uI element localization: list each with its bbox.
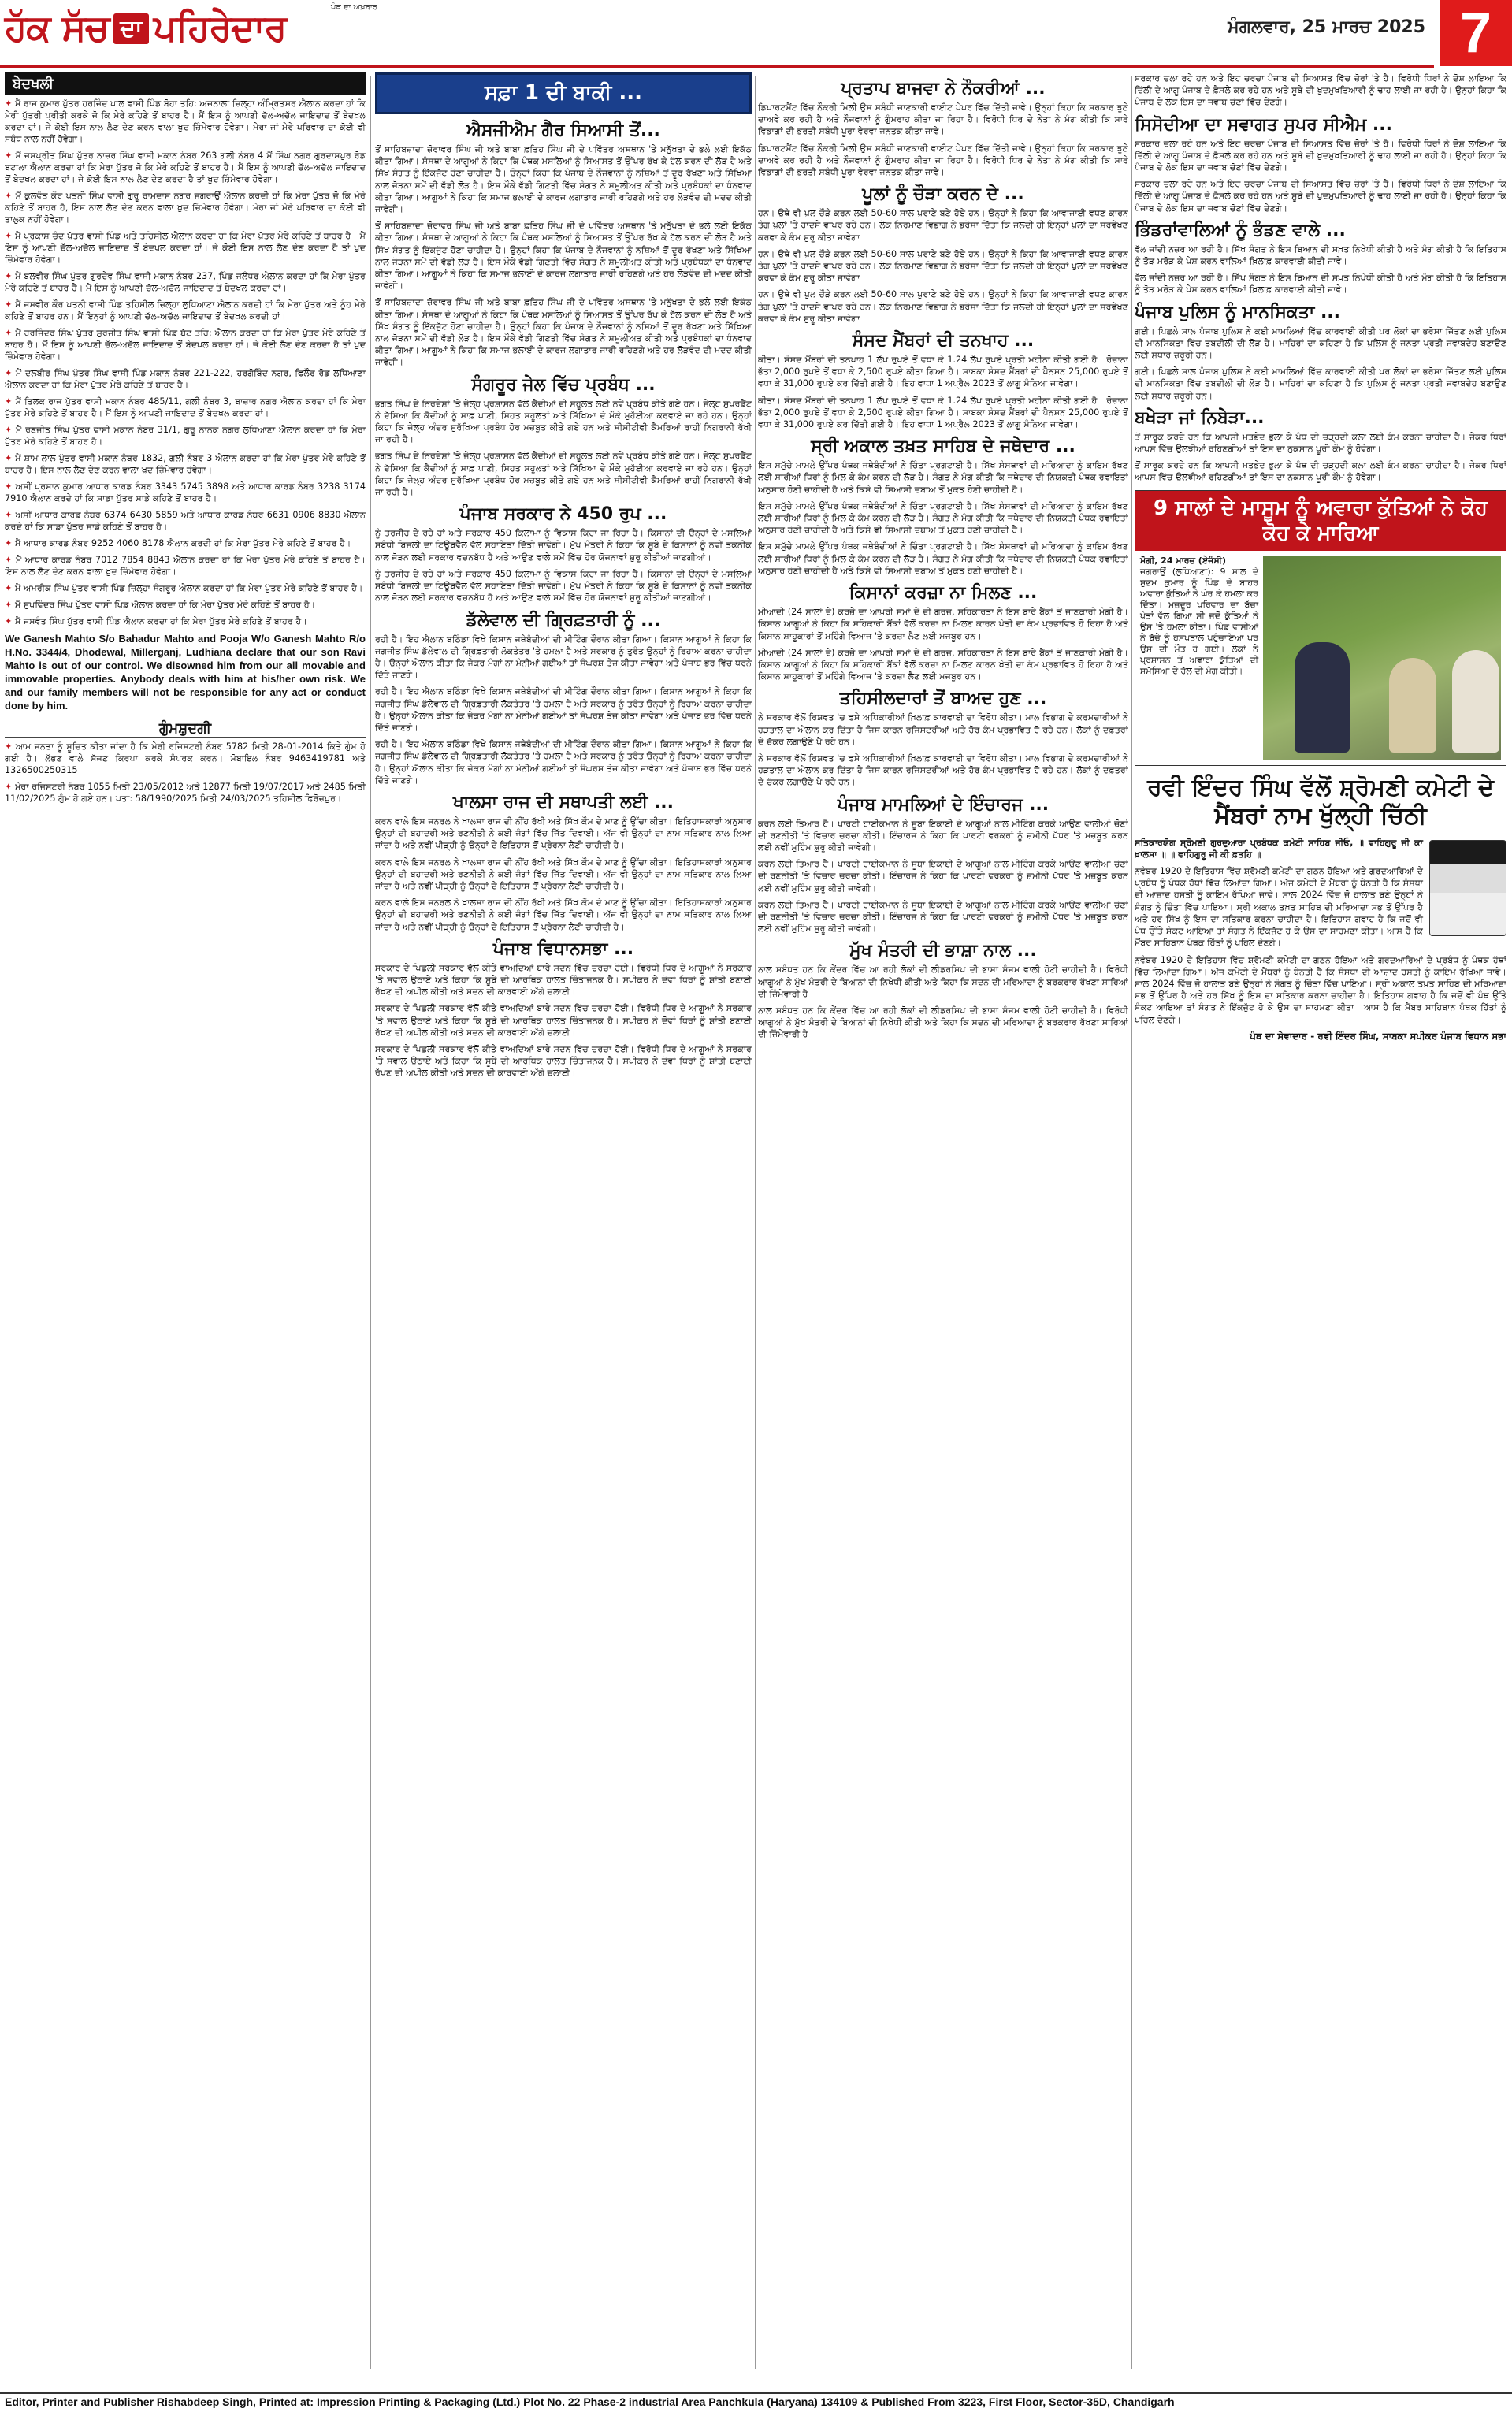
notice-list <box>5 98 366 627</box>
notice-item: ✦ ਮੈਂ ਹਰਜਿੰਦਰ ਸਿੰਘ ਪੁੱਤਰ ਸੁਰਜੀਤ ਸਿੰਘ ਵਾਸੀ ਪਿੰਡ ਬੱਟ ਤਹਿ: ਐਲਾਨ ਕਰਦਾ ਹਾਂ ਕਿ ਮੇਰਾ ਪੁੱਤਰ ਮੇਰੇ ਕਹਿਣੇ ਤੋਂ ਬਾਹਰ ਹੈ। ਮੈਂ ਇਸ ਨੂੰ ਆਪਣੀ ਚੱਲ-ਅਚੱਲ ਜਾਇਦਾਦ ਤੋਂ ਬੇਦਖਲ ਕਰਦਾ ਹਾਂ। ਜੇ ਕੋਈ ਲੈਣ ਦੇਣ ਕਰਦਾ ਹੈ ਤਾਂ ਖੁਦ ਜ਼ਿੰਮੇਵਾਰ ਹੋਵੇਗਾ। <box>5 328 366 362</box>
newspaper-logo[interactable] <box>5 5 286 52</box>
notice-item: ✦ ਮੈਂ ਸ਼ਾਮ ਲਾਲ ਪੁੱਤਰ ਵਾਸੀ ਮਕਾਨ ਨੰਬਰ 1832, ਗਲੀ ਨੰਬਰ 3 ਐਲਾਨ ਕਰਦਾ ਹਾਂ ਕਿ ਮੇਰਾ ਪੁੱਤਰ ਮੇਰੇ ਕਹਿਣੇ ਤੋਂ ਬਾਹਰ ਹੈ। ਇਸ ਨਾਲ ਲੈਣ ਦੇਣ ਕਰਨ ਵਾਲਾ ਖੁਦ ਜ਼ਿੰਮੇਵਾਰ ਹੋਵੇਗਾ। <box>5 453 366 475</box>
page-number: 7 <box>1440 0 1512 66</box>
story-body: ਡਿਪਾਰਟਮੈਂਟ ਵਿੱਚ ਨੌਕਰੀ ਮਿਲੀ ਉਸ ਸਬੰਧੀ ਜਾਣਕਾਰੀ ਵਾਈਟ ਪੇਪਰ ਵਿੱਚ ਦਿੱਤੀ ਜਾਵੇ। ਉਨ੍ਹਾਂ ਕਿਹਾ ਕਿ ਸਰਕਾਰ ਝੂਠੇ ਦਾਅਵੇ ਕਰ ਰਹੀ ਹੈ ਅਤੇ ਨੌਜਵਾਨਾਂ ਨੂੰ ਗੁੰਮਰਾਹ ਕੀਤਾ ਜਾ ਰਿਹਾ ਹੈ। ਵਿਰੋਧੀ ਧਿਰ ਦੇ ਨੇਤਾ ਨੇ ਮੰਗ ਕੀਤੀ ਕਿ ਸਾਰੇ ਵਿਭਾਗਾਂ ਦੀ ਭਰਤੀ ਸਬੰਧੀ ਪੂਰਾ ਵੇਰਵਾ ਜਨਤਕ ਕੀਤਾ ਜਾਵੇ। <box>758 102 1128 137</box>
notice-item: ✦ ਮੈਂ ਜਸਵੀਰ ਕੌਰ ਪਤਨੀ ਵਾਸੀ ਪਿੰਡ ਤਹਿਸੀਲ ਜ਼ਿਲ੍ਹਾ ਲੁਧਿਆਣਾ ਐਲਾਨ ਕਰਦੀ ਹਾਂ ਕਿ ਮੇਰਾ ਪੁੱਤਰ ਅਤੇ ਨੂੰਹ ਮੇਰੇ ਕਹਿਣੇ ਤੋਂ ਬਾਹਰ ਹਨ। ਮੈਂ ਇਨ੍ਹਾਂ ਨੂੰ ਆਪਣੀ ਚੱਲ-ਅਚੱਲ ਜਾਇਦਾਦ ਤੋਂ ਬੇਦਖਲ ਕਰਦੀ ਹਾਂ। <box>5 299 366 321</box>
notice-item: ✦ ਮੈਂ ਕੁਲਵੰਤ ਕੌਰ ਪਤਨੀ ਸਿੰਘ ਵਾਸੀ ਗੁਰੂ ਰਾਮਦਾਸ ਨਗਰ ਜਗਰਾਉਂ ਐਲਾਨ ਕਰਦੀ ਹਾਂ ਕਿ ਮੇਰਾ ਪੁੱਤਰ ਜੋ ਕਿ ਮੇਰੇ ਕਹਿਣੇ ਤੋਂ ਬਾਹਰ ਹੈ, ਇਸ ਨਾਲ ਲੈਣ ਦੇਣ ਕਰਨ ਵਾਲਾ ਖੁਦ ਜ਼ਿੰਮੇਵਾਰ ਹੋਵੇਗਾ। ਮੇਰਾ ਜਾਂ ਮੇਰੇ ਪਰਿਵਾਰ ਦਾ ਕੋਈ ਵੀ ਤਾਲੁਕ ਨਹੀਂ ਹੋਵੇਗਾ। <box>5 191 366 225</box>
notice-item: ✦ ਮੈਂ ਪ੍ਰਕਾਸ਼ ਚੰਦ ਪੁੱਤਰ ਵਾਸੀ ਪਿੰਡ ਅਤੇ ਤਹਿਸੀਲ ਐਲਾਨ ਕਰਦਾ ਹਾਂ ਕਿ ਮੇਰਾ ਪੁੱਤਰ ਮੇਰੇ ਕਹਿਣੇ ਤੋਂ ਬਾਹਰ ਹੈ। ਮੈਂ ਇਸ ਨੂੰ ਆਪਣੀ ਚੱਲ-ਅਚੱਲ ਜਾਇਦਾਦ ਤੋਂ ਬੇਦਖਲ ਕਰਦਾ ਹਾਂ। ਜੇ ਕੋਈ ਇਸ ਨਾਲ ਲੈਣ ਦੇਣ ਕਰਦਾ ਹੈ ਤਾਂ ਖੁਦ ਜ਼ਿੰਮੇਵਾਰ ਹੋਵੇਗਾ। <box>5 231 366 265</box>
person-figure <box>1452 650 1499 753</box>
dog-attack-story <box>1135 490 1506 766</box>
news-column-3 <box>758 72 1128 2373</box>
tagline: ਪੰਥ ਦਾ ਅਖ਼ਬਾਰ <box>331 3 377 12</box>
story-headline[interactable]: ਮੁੱਖ ਮੰਤਰੀ ਦੀ ਭਾਸ਼ਾ ਨਾਲ ... <box>849 941 1037 961</box>
notice-item: ✦ ਮੈਂ ਤਿਲਕ ਰਾਜ ਪੁੱਤਰ ਵਾਸੀ ਮਕਾਨ ਨੰਬਰ 485/11, ਗਲੀ ਨੰਬਰ 3, ਬਾਜ਼ਾਰ ਨਗਰ ਐਲਾਨ ਕਰਦਾ ਹਾਂ ਕਿ ਮੇਰਾ ਪੁੱਤਰ ਮੇਰੇ ਕਹਿਣੇ ਤੋਂ ਬਾਹਰ ਹੈ। ਮੈਂ ਇਸ ਨੂੰ ਆਪਣੀ ਜਾਇਦਾਦ ਤੋਂ ਬੇਦਖਲ ਕਰਦਾ ਹਾਂ। <box>5 396 366 418</box>
column-rule <box>1131 76 1132 2369</box>
news-column-4 <box>1135 72 1506 2373</box>
story-body: ਇਸ ਸਮੁੱਚੇ ਮਾਮਲੇ ਉੱਪਰ ਪੰਥਕ ਜਥੇਬੰਦੀਆਂ ਨੇ ਚਿੰਤਾ ਪ੍ਰਗਟਾਈ ਹੈ। ਸਿੱਖ ਸੰਸਥਾਵਾਂ ਦੀ ਮਰਿਆਦਾ ਨੂੰ ਕਾਇਮ ਰੱਖਣ ਲਈ ਸਾਰੀਆਂ ਧਿਰਾਂ ਨੂੰ ਮਿਲ ਕੇ ਕੰਮ ਕਰਨ ਦੀ ਲੋੜ ਹੈ। ਸੰਗਤ ਨੇ ਮੰਗ ਕੀਤੀ ਕਿ ਜਥੇਦਾਰ ਦੀ ਨਿਯੁਕਤੀ ਪੰਥਕ ਰਵਾਇਤਾਂ ਅਨੁਸਾਰ ਹੋਣੀ ਚਾਹੀਦੀ ਹੈ ਅਤੇ ਕਿਸੇ ਵੀ ਸਿਆਸੀ ਦਬਾਅ ਤੋਂ ਮੁਕਤ ਹੋਣੀ ਚਾਹੀਦੀ ਹੈ। <box>758 541 1128 576</box>
story-body: ਨਾਲ ਸਬੰਧਤ ਹਨ ਕਿ ਕੇਂਦਰ ਵਿੱਚ ਆ ਰਹੀ ਲੋਕਾਂ ਦੀ ਲੀਡਰਸ਼ਿਪ ਦੀ ਭਾਸ਼ਾ ਸੰਜਮ ਵਾਲੀ ਹੋਣੀ ਚਾਹੀਦੀ ਹੈ। ਵਿਰੋਧੀ ਆਗੂਆਂ ਨੇ ਮੁੱਖ ਮੰਤਰੀ ਦੇ ਬਿਆਨਾਂ ਦੀ ਨਿਖੇਧੀ ਕੀਤੀ ਅਤੇ ਕਿਹਾ ਕਿ ਸਦਨ ਦੀ ਮਰਿਆਦਾ ਨੂੰ ਬਰਕਰਾਰ ਰੱਖਣਾ ਸਾਰਿਆਂ ਦੀ ਜ਼ਿੰਮੇਵਾਰੀ ਹੈ। <box>758 964 1128 999</box>
story-body: ਕੀਤਾ। ਸੰਸਦ ਮੈਂਬਰਾਂ ਦੀ ਤਨਖਾਹ 1 ਲੱਖ ਰੁਪਏ ਤੋਂ ਵਧਾ ਕੇ 1.24 ਲੱਖ ਰੁਪਏ ਪ੍ਰਤੀ ਮਹੀਨਾ ਕੀਤੀ ਗਈ ਹੈ। ਰੋਜ਼ਾਨਾ ਭੱਤਾ 2,000 ਰੁਪਏ ਤੋਂ ਵਧਾ ਕੇ 2,500 ਰੁਪਏ ਕੀਤਾ ਗਿਆ ਹੈ। ਸਾਬਕਾ ਸੰਸਦ ਮੈਂਬਰਾਂ ਦੀ ਪੈਨਸ਼ਨ 25,000 ਰੁਪਏ ਤੋਂ ਵਧਾ ਕੇ 31,000 ਰੁਪਏ ਕਰ ਦਿੱਤੀ ਗਈ ਹੈ। ਇਹ ਵਾਧਾ 1 ਅਪ੍ਰੈਲ 2023 ਤੋਂ ਲਾਗੂ ਮੰਨਿਆ ਜਾਵੇਗਾ। <box>758 355 1128 389</box>
story-body: ਰਹੀ ਹੈ। ਇਹ ਐਲਾਨ ਬਠਿੰਡਾ ਵਿਖੇ ਕਿਸਾਨ ਜਥੇਬੰਦੀਆਂ ਦੀ ਮੀਟਿੰਗ ਦੌਰਾਨ ਕੀਤਾ ਗਿਆ। ਕਿਸਾਨ ਆਗੂਆਂ ਨੇ ਕਿਹਾ ਕਿ ਜਗਜੀਤ ਸਿੰਘ ਡੱਲੇਵਾਲ ਦੀ ਗ੍ਰਿਫ਼ਤਾਰੀ ਲੋਕਤੰਤਰ 'ਤੇ ਹਮਲਾ ਹੈ ਅਤੇ ਸਰਕਾਰ ਨੂੰ ਤੁਰੰਤ ਉਨ੍ਹਾਂ ਨੂੰ ਰਿਹਾਅ ਕਰਨਾ ਚਾਹੀਦਾ ਹੈ। ਉਨ੍ਹਾਂ ਐਲਾਨ ਕੀਤਾ ਕਿ ਜੇਕਰ ਮੰਗਾਂ ਨਾ ਮੰਨੀਆਂ ਗਈਆਂ ਤਾਂ ਸੰਘਰਸ਼ ਤੇਜ਼ ਕੀਤਾ ਜਾਵੇਗਾ ਅਤੇ ਪੰਜਾਬ ਭਰ ਵਿੱਚ ਧਰਨੇ ਦਿੱਤੇ ਜਾਣਗੇ। <box>375 634 752 681</box>
story-headline[interactable]: ਬਖੇੜਾ ਜਾਂ ਨਿਬੇੜਾ... <box>1135 407 1265 428</box>
logo-text-3: ਪਹਿਰੇਦਾਰ <box>153 6 287 49</box>
person-figure <box>1295 642 1350 753</box>
story-body: ਨਾਲ ਸਬੰਧਤ ਹਨ ਕਿ ਕੇਂਦਰ ਵਿੱਚ ਆ ਰਹੀ ਲੋਕਾਂ ਦੀ ਲੀਡਰਸ਼ਿਪ ਦੀ ਭਾਸ਼ਾ ਸੰਜਮ ਵਾਲੀ ਹੋਣੀ ਚਾਹੀਦੀ ਹੈ। ਵਿਰੋਧੀ ਆਗੂਆਂ ਨੇ ਮੁੱਖ ਮੰਤਰੀ ਦੇ ਬਿਆਨਾਂ ਦੀ ਨਿਖੇਧੀ ਕੀਤੀ ਅਤੇ ਕਿਹਾ ਕਿ ਸਦਨ ਦੀ ਮਰਿਆਦਾ ਨੂੰ ਬਰਕਰਾਰ ਰੱਖਣਾ ਸਾਰਿਆਂ ਦੀ ਜ਼ਿੰਮੇਵਾਰੀ ਹੈ। <box>758 1005 1128 1040</box>
author-portrait <box>1429 840 1506 936</box>
story-headline[interactable]: ਰਵੀ ਇੰਦਰ ਸਿੰਘ ਵੱਲੋਂ ਸ਼੍ਰੋਮਣੀ ਕਮੇਟੀ ਦੇ ਮੈਂਬਰਾਂ ਨਾਮ ਖੁੱਲ੍ਹੀ ਚਿੱਠੀ <box>1147 773 1494 830</box>
story-body: ਸਰਕਾਰ ਦੇ ਪਿਛਲੀ ਸਰਕਾਰ ਵੱਲੋਂ ਕੀਤੇ ਵਾਅਦਿਆਂ ਬਾਰੇ ਸਦਨ ਵਿੱਚ ਚਰਚਾ ਹੋਈ। ਵਿਰੋਧੀ ਧਿਰ ਦੇ ਆਗੂਆਂ ਨੇ ਸਰਕਾਰ 'ਤੇ ਸਵਾਲ ਉਠਾਏ ਅਤੇ ਕਿਹਾ ਕਿ ਸੂਬੇ ਦੀ ਆਰਥਿਕ ਹਾਲਤ ਚਿੰਤਾਜਨਕ ਹੈ। ਸਪੀਕਰ ਨੇ ਦੋਵਾਂ ਧਿਰਾਂ ਨੂੰ ਸ਼ਾਂਤੀ ਬਣਾਈ ਰੱਖਣ ਦੀ ਅਪੀਲ ਕੀਤੀ ਅਤੇ ਸਦਨ ਦੀ ਕਾਰਵਾਈ ਅੱਗੇ ਚਲਾਈ। <box>375 1043 752 1079</box>
story-body: ਸਰਕਾਰ ਚਲਾ ਰਹੇ ਹਨ ਅਤੇ ਇਹ ਚਰਚਾ ਪੰਜਾਬ ਦੀ ਸਿਆਸਤ ਵਿੱਚ ਜ਼ੋਰਾਂ 'ਤੇ ਹੈ। ਵਿਰੋਧੀ ਧਿਰਾਂ ਨੇ ਦੋਸ਼ ਲਾਇਆ ਕਿ ਦਿੱਲੀ ਦੇ ਆਗੂ ਪੰਜਾਬ ਦੇ ਫ਼ੈਸਲੇ ਕਰ ਰਹੇ ਹਨ ਅਤੇ ਸੂਬੇ ਦੀ ਖੁਦਮੁਖਤਿਆਰੀ ਨੂੰ ਢਾਹ ਲਾਈ ਜਾ ਰਹੀ ਹੈ। ਉਨ੍ਹਾਂ ਕਿਹਾ ਕਿ ਪੰਜਾਬ ਦੇ ਲੋਕ ਇਸ ਦਾ ਜਵਾਬ ਚੋਣਾਂ ਵਿੱਚ ਦੇਣਗੇ। <box>1135 138 1506 173</box>
section-title-disown: ਬੇਦਖਲੀ <box>5 72 366 95</box>
story-body: ਇਸ ਸਮੁੱਚੇ ਮਾਮਲੇ ਉੱਪਰ ਪੰਥਕ ਜਥੇਬੰਦੀਆਂ ਨੇ ਚਿੰਤਾ ਪ੍ਰਗਟਾਈ ਹੈ। ਸਿੱਖ ਸੰਸਥਾਵਾਂ ਦੀ ਮਰਿਆਦਾ ਨੂੰ ਕਾਇਮ ਰੱਖਣ ਲਈ ਸਾਰੀਆਂ ਧਿਰਾਂ ਨੂੰ ਮਿਲ ਕੇ ਕੰਮ ਕਰਨ ਦੀ ਲੋੜ ਹੈ। ਸੰਗਤ ਨੇ ਮੰਗ ਕੀਤੀ ਕਿ ਜਥੇਦਾਰ ਦੀ ਨਿਯੁਕਤੀ ਪੰਥਕ ਰਵਾਇਤਾਂ ਅਨੁਸਾਰ ਹੋਣੀ ਚਾਹੀਦੀ ਹੈ ਅਤੇ ਕਿਸੇ ਵੀ ਸਿਆਸੀ ਦਬਾਅ ਤੋਂ ਮੁਕਤ ਹੋਣੀ ਚਾਹੀਦੀ ਹੈ। <box>758 460 1128 495</box>
story-headline[interactable]: ਸੰਗਰੂਰ ਜੇਲ ਵਿੱਚ ਪ੍ਰਬੰਧ ... <box>471 374 656 395</box>
english-notice: We Ganesh Mahto S/o Bahadur Mahto and Pooja W/o Ganesh Mahto R/o H.No. 3344/4, Dhodewal, Millerganj, Ludhiana declare that our son Ravi Mahto is out of our control. We disowned him from our all movable and immovable properties. Anybody deals with him at his/her own risk. We and our family members will not be responsible for any act or conduct done by him. <box>5 633 366 712</box>
logo-text-2: ਦਾ <box>113 13 148 44</box>
story-headline[interactable]: ਤਹਿਸੀਲਦਾਰਾਂ ਤੋਂ ਬਾਅਦ ਹੁਣ ... <box>839 689 1047 709</box>
story-headline[interactable]: ਐਸਜੀਐਮ ਗੈਰ ਸਿਆਸੀ ਤੋਂ... <box>466 121 660 140</box>
story-body: ਰਹੀ ਹੈ। ਇਹ ਐਲਾਨ ਬਠਿੰਡਾ ਵਿਖੇ ਕਿਸਾਨ ਜਥੇਬੰਦੀਆਂ ਦੀ ਮੀਟਿੰਗ ਦੌਰਾਨ ਕੀਤਾ ਗਿਆ। ਕਿਸਾਨ ਆਗੂਆਂ ਨੇ ਕਿਹਾ ਕਿ ਜਗਜੀਤ ਸਿੰਘ ਡੱਲੇਵਾਲ ਦੀ ਗ੍ਰਿਫ਼ਤਾਰੀ ਲੋਕਤੰਤਰ 'ਤੇ ਹਮਲਾ ਹੈ ਅਤੇ ਸਰਕਾਰ ਨੂੰ ਤੁਰੰਤ ਉਨ੍ਹਾਂ ਨੂੰ ਰਿਹਾਅ ਕਰਨਾ ਚਾਹੀਦਾ ਹੈ। ਉਨ੍ਹਾਂ ਐਲਾਨ ਕੀਤਾ ਕਿ ਜੇਕਰ ਮੰਗਾਂ ਨਾ ਮੰਨੀਆਂ ਗਈਆਂ ਤਾਂ ਸੰਘਰਸ਼ ਤੇਜ਼ ਕੀਤਾ ਜਾਵੇਗਾ ਅਤੇ ਪੰਜਾਬ ਭਰ ਵਿੱਚ ਧਰਨੇ ਦਿੱਤੇ ਜਾਣਗੇ। <box>375 739 752 786</box>
story-headline[interactable]: ਖਾਲਸਾ ਰਾਜ ਦੀ ਸਥਾਪਤੀ ਲਈ ... <box>453 792 674 812</box>
story-body: ਨੂੰ ਤਰਜੀਹ ਦੇ ਰਹੇ ਹਾਂ ਅਤੇ ਸਰਕਾਰ 450 ਕਿਲਾਮਾ ਨੂੰ ਵਿਕਾਸ ਕਿਹਾ ਜਾ ਰਿਹਾ ਹੈ। ਕਿਸਾਨਾਂ ਦੀ ਉਨ੍ਹਾਂ ਦੇ ਮਸਲਿਆਂ ਸਬੰਧੀ ਬਿਜਲੀ ਦਾ ਟਿਊਬਵੈੱਲ ਵੱਲੋਂ ਸਹਾਇਤਾ ਦਿੱਤੀ ਜਾਵੇਗੀ। ਮੁੱਖ ਮੰਤਰੀ ਨੇ ਕਿਹਾ ਕਿ ਸੂਬੇ ਦੇ ਕਿਸਾਨਾਂ ਨੂੰ ਨਵੀਂ ਤਕਨੀਕ ਨਾਲ ਜੋੜਨ ਲਈ ਸਰਕਾਰ ਵਚਨਬੱਧ ਹੈ ਅਤੇ ਆਉਣ ਵਾਲੇ ਸਮੇਂ ਵਿੱਚ ਹੋਰ ਯੋਜਨਾਵਾਂ ਸ਼ੁਰੂ ਕੀਤੀਆਂ ਜਾਣਗੀਆਂ। <box>375 528 752 563</box>
column-rule <box>755 76 756 2369</box>
masthead <box>0 0 1512 63</box>
story-body: ਵੱਲ ਜਾਂਦੀ ਨਜ਼ਰ ਆ ਰਹੀ ਹੈ। ਸਿੱਖ ਸੰਗਤ ਨੇ ਇਸ ਬਿਆਨ ਦੀ ਸਖ਼ਤ ਨਿਖੇਧੀ ਕੀਤੀ ਹੈ ਅਤੇ ਮੰਗ ਕੀਤੀ ਹੈ ਕਿ ਇਤਿਹਾਸ ਨੂੰ ਤੋੜ ਮਰੋੜ ਕੇ ਪੇਸ਼ ਕਰਨ ਵਾਲਿਆਂ ਖ਼ਿਲਾਫ਼ ਕਾਰਵਾਈ ਕੀਤੀ ਜਾਵੇ। <box>1135 273 1506 295</box>
story-body: ਕੀਤਾ। ਸੰਸਦ ਮੈਂਬਰਾਂ ਦੀ ਤਨਖਾਹ 1 ਲੱਖ ਰੁਪਏ ਤੋਂ ਵਧਾ ਕੇ 1.24 ਲੱਖ ਰੁਪਏ ਪ੍ਰਤੀ ਮਹੀਨਾ ਕੀਤੀ ਗਈ ਹੈ। ਰੋਜ਼ਾਨਾ ਭੱਤਾ 2,000 ਰੁਪਏ ਤੋਂ ਵਧਾ ਕੇ 2,500 ਰੁਪਏ ਕੀਤਾ ਗਿਆ ਹੈ। ਸਾਬਕਾ ਸੰਸਦ ਮੈਂਬਰਾਂ ਦੀ ਪੈਨਸ਼ਨ 25,000 ਰੁਪਏ ਤੋਂ ਵਧਾ ਕੇ 31,000 ਰੁਪਏ ਕਰ ਦਿੱਤੀ ਗਈ ਹੈ। ਇਹ ਵਾਧਾ 1 ਅਪ੍ਰੈਲ 2023 ਤੋਂ ਲਾਗੂ ਮੰਨਿਆ ਜਾਵੇਗਾ। <box>758 395 1128 430</box>
story-headline[interactable]: ਪੰਜਾਬ ਮਾਮਲਿਆਂ ਦੇ ਇੰਚਾਰਜ ... <box>837 794 1049 815</box>
story-body: ਤੋਂ ਸਾਰੂਕ ਕਰਦੇ ਹਨ ਕਿ ਆਪਸੀ ਮਤਭੇਦ ਭੁਲਾ ਕੇ ਪੰਥ ਦੀ ਚੜ੍ਹਦੀ ਕਲਾ ਲਈ ਕੰਮ ਕਰਨਾ ਚਾਹੀਦਾ ਹੈ। ਜੇਕਰ ਧਿਰਾਂ ਆਪਸ ਵਿੱਚ ਉਲਝੀਆਂ ਰਹਿਣਗੀਆਂ ਤਾਂ ਇਸ ਦਾ ਨੁਕਸਾਨ ਪੂਰੀ ਕੌਮ ਨੂੰ ਹੋਵੇਗਾ। <box>1135 431 1506 455</box>
story-headline[interactable]: ਡੱਲੇਵਾਲ ਦੀ ਗ੍ਰਿਫ਼ਤਾਰੀ ਨੂੰ ... <box>466 610 661 630</box>
story-body: ਭਗਤ ਸਿੰਘ ਦੇ ਨਿਰਦੇਸ਼ਾਂ 'ਤੇ ਜੇਲ੍ਹ ਪ੍ਰਸ਼ਾਸਨ ਵੱਲੋਂ ਕੈਦੀਆਂ ਦੀ ਸਹੂਲਤ ਲਈ ਨਵੇਂ ਪ੍ਰਬੰਧ ਕੀਤੇ ਗਏ ਹਨ। ਜੇਲ੍ਹ ਸੁਪਰਡੈਂਟ ਨੇ ਦੱਸਿਆ ਕਿ ਕੈਦੀਆਂ ਨੂੰ ਸਾਫ਼ ਪਾਣੀ, ਸਿਹਤ ਸਹੂਲਤਾਂ ਅਤੇ ਸਿੱਖਿਆ ਦੇ ਮੌਕੇ ਮੁਹੱਈਆ ਕਰਵਾਏ ਜਾ ਰਹੇ ਹਨ। ਉਨ੍ਹਾਂ ਕਿਹਾ ਕਿ ਜੇਲ੍ਹ ਅੰਦਰ ਸੁਰੱਖਿਆ ਪ੍ਰਬੰਧ ਹੋਰ ਮਜ਼ਬੂਤ ਕੀਤੇ ਗਏ ਹਨ ਅਤੇ ਸੀਸੀਟੀਵੀ ਕੈਮਰਿਆਂ ਰਾਹੀਂ ਨਿਗਰਾਨੀ ਰੱਖੀ ਜਾ ਰਹੀ ਹੈ। <box>375 451 752 498</box>
story-headline[interactable]: ਭਿੰਡਰਾਂਵਾਲਿਆਂ ਨੂੰ ਭੰਡਣ ਵਾਲੇ ... <box>1135 220 1346 240</box>
issue-date: ਮੰਗਲਵਾਰ, 25 ਮਾਰਚ 2025 <box>1228 17 1425 37</box>
column-rule <box>370 76 371 2369</box>
story-body: ਹਨ। ਉਥੇ ਵੀ ਪੁਲ ਚੌੜੇ ਕਰਨ ਲਈ 50-60 ਸਾਲ ਪੁਰਾਣੇ ਬਣੇ ਹੋਏ ਹਨ। ਉਨ੍ਹਾਂ ਨੇ ਕਿਹਾ ਕਿ ਆਵਾਜਾਈ ਵਧਣ ਕਾਰਨ ਤੰਗ ਪੁਲਾਂ 'ਤੇ ਹਾਦਸੇ ਵਾਪਰ ਰਹੇ ਹਨ। ਲੋਕ ਨਿਰਮਾਣ ਵਿਭਾਗ ਨੇ ਭਰੋਸਾ ਦਿੱਤਾ ਕਿ ਜਲਦੀ ਹੀ ਇਨ੍ਹਾਂ ਪੁਲਾਂ ਦਾ ਸਰਵੇਖਣ ਕਰਵਾ ਕੇ ਕੰਮ ਸ਼ੁਰੂ ਕੀਤਾ ਜਾਵੇਗਾ। <box>758 208 1128 243</box>
story-body: ਨੇ ਸਰਕਾਰ ਵੱਲੋਂ ਰਿਸ਼ਵਤ 'ਚ ਫਸੇ ਅਧਿਕਾਰੀਆਂ ਖ਼ਿਲਾਫ਼ ਕਾਰਵਾਈ ਦਾ ਵਿਰੋਧ ਕੀਤਾ। ਮਾਲ ਵਿਭਾਗ ਦੇ ਕਰਮਚਾਰੀਆਂ ਨੇ ਹੜਤਾਲ ਦਾ ਐਲਾਨ ਕਰ ਦਿੱਤਾ ਹੈ ਜਿਸ ਕਾਰਨ ਰਜਿਸਟਰੀਆਂ ਅਤੇ ਹੋਰ ਕੰਮ ਪ੍ਰਭਾਵਿਤ ਹੋ ਰਹੇ ਹਨ। ਲੋਕਾਂ ਨੂੰ ਦਫ਼ਤਰਾਂ ਦੇ ਚੱਕਰ ਲਗਾਉਣੇ ਪੈ ਰਹੇ ਹਨ। <box>758 753 1128 788</box>
story-body: ਨਵੰਬਰ 1920 ਦੇ ਇਤਿਹਾਸ ਵਿੱਚ ਸ਼੍ਰੋਮਣੀ ਕਮੇਟੀ ਦਾ ਗਠਨ ਹੋਇਆ ਅਤੇ ਗੁਰਦੁਆਰਿਆਂ ਦੇ ਪ੍ਰਬੰਧ ਨੂੰ ਪੰਥਕ ਹੱਥਾਂ ਵਿੱਚ ਲਿਆਂਦਾ ਗਿਆ। ਅੱਜ ਕਮੇਟੀ ਦੇ ਮੈਂਬਰਾਂ ਨੂੰ ਬੇਨਤੀ ਹੈ ਕਿ ਸੰਸਥਾ ਦੀ ਆਜ਼ਾਦ ਹਸਤੀ ਨੂੰ ਕਾਇਮ ਰੱਖਿਆ ਜਾਵੇ। ਸਾਲ 2024 ਵਿੱਚ ਜੋ ਹਾਲਾਤ ਬਣੇ ਉਨ੍ਹਾਂ ਨੇ ਸੰਗਤ ਨੂੰ ਚਿੰਤਾ ਵਿੱਚ ਪਾਇਆ। ਸ੍ਰੀ ਅਕਾਲ ਤਖ਼ਤ ਸਾਹਿਬ ਦੀ ਮਰਿਆਦਾ ਸਭ ਤੋਂ ਉੱਪਰ ਹੈ ਅਤੇ ਹਰ ਸਿੱਖ ਨੂੰ ਇਸ ਦਾ ਸਤਿਕਾਰ ਕਰਨਾ ਚਾਹੀਦਾ ਹੈ। ਇਤਿਹਾਸ ਗਵਾਹ ਹੈ ਕਿ ਜਦੋਂ ਵੀ ਪੰਥ ਉੱਤੇ ਸੰਕਟ ਆਇਆ ਤਾਂ ਸੰਗਤ ਨੇ ਇੱਕਜੁੱਟ ਹੋ ਕੇ ਉਸ ਦਾ ਸਾਹਮਣਾ ਕੀਤਾ। ਆਸ ਹੈ ਕਿ ਮੈਂਬਰ ਸਾਹਿਬਾਨ ਪੰਥਕ ਹਿੱਤਾਂ ਨੂੰ ਪਹਿਲ ਦੇਣਗੇ। <box>1135 954 1506 1025</box>
story-body: ਵੱਲ ਜਾਂਦੀ ਨਜ਼ਰ ਆ ਰਹੀ ਹੈ। ਸਿੱਖ ਸੰਗਤ ਨੇ ਇਸ ਬਿਆਨ ਦੀ ਸਖ਼ਤ ਨਿਖੇਧੀ ਕੀਤੀ ਹੈ ਅਤੇ ਮੰਗ ਕੀਤੀ ਹੈ ਕਿ ਇਤਿਹਾਸ ਨੂੰ ਤੋੜ ਮਰੋੜ ਕੇ ਪੇਸ਼ ਕਰਨ ਵਾਲਿਆਂ ਖ਼ਿਲਾਫ਼ ਕਾਰਵਾਈ ਕੀਤੀ ਜਾਵੇ। <box>1135 243 1506 267</box>
continued-stories-column <box>375 72 752 2373</box>
story-body: ਸਰਕਾਰ ਦੇ ਪਿਛਲੀ ਸਰਕਾਰ ਵੱਲੋਂ ਕੀਤੇ ਵਾਅਦਿਆਂ ਬਾਰੇ ਸਦਨ ਵਿੱਚ ਚਰਚਾ ਹੋਈ। ਵਿਰੋਧੀ ਧਿਰ ਦੇ ਆਗੂਆਂ ਨੇ ਸਰਕਾਰ 'ਤੇ ਸਵਾਲ ਉਠਾਏ ਅਤੇ ਕਿਹਾ ਕਿ ਸੂਬੇ ਦੀ ਆਰਥਿਕ ਹਾਲਤ ਚਿੰਤਾਜਨਕ ਹੈ। ਸਪੀਕਰ ਨੇ ਦੋਵਾਂ ਧਿਰਾਂ ਨੂੰ ਸ਼ਾਂਤੀ ਬਣਾਈ ਰੱਖਣ ਦੀ ਅਪੀਲ ਕੀਤੀ ਅਤੇ ਸਦਨ ਦੀ ਕਾਰਵਾਈ ਅੱਗੇ ਚਲਾਈ। <box>375 1003 752 1038</box>
notice-item: ✦ ਅਸੀਂ ਆਧਾਰ ਕਾਰਡ ਨੰਬਰ 6374 6430 5859 ਅਤੇ ਆਧਾਰ ਕਾਰਡ ਨੰਬਰ 6631 0906 8830 ਐਲਾਨ ਕਰਦੇ ਹਾਂ ਕਿ ਸਾਡਾ ਪੁੱਤਰ ਸਾਡੇ ਕਹਿਣੇ ਤੋਂ ਬਾਹਰ ਹੈ। <box>5 510 366 532</box>
person-figure <box>1389 658 1436 753</box>
notice-item: ✦ ਮੈਂ ਜਸਪ੍ਰੀਤ ਸਿੰਘ ਪੁੱਤਰ ਨਾਜ਼ਰ ਸਿੰਘ ਵਾਸੀ ਮਕਾਨ ਨੰਬਰ 263 ਗਲੀ ਨੰਬਰ 4 ਮੈਂ ਸਿੰਘ ਨਗਰ ਗੁਰਦਾਸਪੁਰ ਰੋਡ ਬਟਾਲਾ ਐਲਾਨ ਕਰਦਾ ਹਾਂ ਕਿ ਮੇਰਾ ਪੁੱਤਰ ਜੋ ਕਿ ਮੇਰੇ ਕਹਿਣੇ ਤੋਂ ਬਾਹਰ ਹੈ। ਮੈਂ ਇਸ ਨੂੰ ਆਪਣੀ ਚੱਲ-ਅਚੱਲ ਜਾਇਦਾਦ ਤੋਂ ਬੇਦਖਲ ਕਰਦਾ ਹਾਂ। ਜੇ ਕੋਈ ਇਸ ਨਾਲ ਲੈਣ ਦੇਣ ਕਰਦਾ ਹੈ ਤਾਂ ਖੁਦ ਜ਼ਿੰਮੇਵਾਰ ਹੋਵੇਗਾ। <box>5 151 366 184</box>
story-headline[interactable]: ਪ੍ਰਤਾਪ ਬਾਜਵਾ ਨੇ ਨੌਕਰੀਆਂ ... <box>841 79 1046 98</box>
notice-item: ✦ ਮੈਂ ਰਣਜੀਤ ਸਿੰਘ ਪੁੱਤਰ ਵਾਸੀ ਮਕਾਨ ਨੰਬਰ 31/1, ਗੁਰੂ ਨਾਨਕ ਨਗਰ ਲੁਧਿਆਣਾ ਐਲਾਨ ਕਰਦਾ ਹਾਂ ਕਿ ਮੇਰਾ ਪੁੱਤਰ ਮੇਰੇ ਕਹਿਣੇ ਤੋਂ ਬਾਹਰ ਹੈ। <box>5 425 366 447</box>
letter-salutation: ਸਤਿਕਾਰਯੋਗ ਸ਼੍ਰੋਮਣੀ ਗੁਰਦੁਆਰਾ ਪ੍ਰਬੰਧਕ ਕਮੇਟੀ ਸਾਹਿਬ ਜੀਓ, ॥ ਵਾਹਿਗੁਰੂ ਜੀ ਕਾ ਖ਼ਾਲਸਾ ॥ ॥ ਵਾਹਿਗੁਰੂ ਜੀ ਕੀ ਫ਼ਤਹਿ ॥ <box>1135 837 1423 860</box>
story-body: ਨੇ ਸਰਕਾਰ ਵੱਲੋਂ ਰਿਸ਼ਵਤ 'ਚ ਫਸੇ ਅਧਿਕਾਰੀਆਂ ਖ਼ਿਲਾਫ਼ ਕਾਰਵਾਈ ਦਾ ਵਿਰੋਧ ਕੀਤਾ। ਮਾਲ ਵਿਭਾਗ ਦੇ ਕਰਮਚਾਰੀਆਂ ਨੇ ਹੜਤਾਲ ਦਾ ਐਲਾਨ ਕਰ ਦਿੱਤਾ ਹੈ ਜਿਸ ਕਾਰਨ ਰਜਿਸਟਰੀਆਂ ਅਤੇ ਹੋਰ ਕੰਮ ਪ੍ਰਭਾਵਿਤ ਹੋ ਰਹੇ ਹਨ। ਲੋਕਾਂ ਨੂੰ ਦਫ਼ਤਰਾਂ ਦੇ ਚੱਕਰ ਲਗਾਉਣੇ ਪੈ ਰਹੇ ਹਨ। <box>758 712 1128 747</box>
story-body: ਤੋਂ ਸਾਹਿਬਜ਼ਾਦਾ ਜ਼ੋਰਾਵਰ ਸਿੰਘ ਜੀ ਅਤੇ ਬਾਬਾ ਫ਼ਤਿਹ ਸਿੰਘ ਜੀ ਦੇ ਪਵਿੱਤਰ ਅਸਥਾਨ 'ਤੇ ਮਨੁੱਖਤਾ ਦੇ ਭਲੇ ਲਈ ਇਕੱਠ ਕੀਤਾ ਗਿਆ। ਸੰਸਥਾ ਦੇ ਆਗੂਆਂ ਨੇ ਕਿਹਾ ਕਿ ਪੰਥਕ ਮਸਲਿਆਂ ਨੂੰ ਸਿਆਸਤ ਤੋਂ ਉੱਪਰ ਰੱਖ ਕੇ ਹੱਲ ਕਰਨ ਦੀ ਲੋੜ ਹੈ ਅਤੇ ਸਿੱਖ ਸੰਗਤ ਨੂੰ ਇੱਕਜੁੱਟ ਹੋਣਾ ਚਾਹੀਦਾ ਹੈ। ਉਨ੍ਹਾਂ ਕਿਹਾ ਕਿ ਪੰਜਾਬ ਦੇ ਨੌਜਵਾਨਾਂ ਨੂੰ ਨਸ਼ਿਆਂ ਤੋਂ ਦੂਰ ਰੱਖਣਾ ਅਤੇ ਸਿੱਖਿਆ ਨਾਲ ਜੋੜਨਾ ਸਮੇਂ ਦੀ ਵੱਡੀ ਲੋੜ ਹੈ। ਇਸ ਮੌਕੇ ਵੱਡੀ ਗਿਣਤੀ ਵਿੱਚ ਸੰਗਤ ਨੇ ਸ਼ਮੂਲੀਅਤ ਕੀਤੀ ਅਤੇ ਪ੍ਰਬੰਧਕਾਂ ਦਾ ਧੰਨਵਾਦ ਕੀਤਾ ਗਿਆ। ਆਗੂਆਂ ਨੇ ਕਿਹਾ ਕਿ ਸਮਾਜ ਭਲਾਈ ਦੇ ਕਾਰਜ ਲਗਾਤਾਰ ਜਾਰੀ ਰਹਿਣਗੇ ਅਤੇ ਹਰ ਲੋੜਵੰਦ ਦੀ ਮਦਦ ਕੀਤੀ ਜਾਵੇਗੀ। <box>375 221 752 292</box>
notice-item: ✦ ਮੈਂ ਦਲਬੀਰ ਸਿੰਘ ਪੁੱਤਰ ਸਿੰਘ ਵਾਸੀ ਪਿੰਡ ਮਕਾਨ ਨੰਬਰ 221-222, ਹਰਗੋਬਿੰਦ ਨਗਰ, ਫਿਲੌਰ ਰੋਡ ਲੁਧਿਆਣਾ ਐਲਾਨ ਕਰਦਾ ਹਾਂ ਕਿ ਮੇਰਾ ਪੁੱਤਰ ਮੇਰੇ ਕਹਿਣੇ ਤੋਂ ਬਾਹਰ ਹੈ। <box>5 368 366 390</box>
header-divider <box>0 65 1434 68</box>
story-headline[interactable]: ਕਿਸਾਨਾਂ ਕਰਜ਼ਾ ਨਾ ਮਿਲਣ ... <box>849 583 1038 604</box>
story-body: ਡਿਪਾਰਟਮੈਂਟ ਵਿੱਚ ਨੌਕਰੀ ਮਿਲੀ ਉਸ ਸਬੰਧੀ ਜਾਣਕਾਰੀ ਵਾਈਟ ਪੇਪਰ ਵਿੱਚ ਦਿੱਤੀ ਜਾਵੇ। ਉਨ੍ਹਾਂ ਕਿਹਾ ਕਿ ਸਰਕਾਰ ਝੂਠੇ ਦਾਅਵੇ ਕਰ ਰਹੀ ਹੈ ਅਤੇ ਨੌਜਵਾਨਾਂ ਨੂੰ ਗੁੰਮਰਾਹ ਕੀਤਾ ਜਾ ਰਿਹਾ ਹੈ। ਵਿਰੋਧੀ ਧਿਰ ਦੇ ਨੇਤਾ ਨੇ ਮੰਗ ਕੀਤੀ ਕਿ ਸਾਰੇ ਵਿਭਾਗਾਂ ਦੀ ਭਰਤੀ ਸਬੰਧੀ ਪੂਰਾ ਵੇਰਵਾ ਜਨਤਕ ਕੀਤਾ ਜਾਵੇ। <box>758 143 1128 178</box>
news-photo <box>1263 556 1501 760</box>
story-body: ਤੋਂ ਸਾਹਿਬਜ਼ਾਦਾ ਜ਼ੋਰਾਵਰ ਸਿੰਘ ਜੀ ਅਤੇ ਬਾਬਾ ਫ਼ਤਿਹ ਸਿੰਘ ਜੀ ਦੇ ਪਵਿੱਤਰ ਅਸਥਾਨ 'ਤੇ ਮਨੁੱਖਤਾ ਦੇ ਭਲੇ ਲਈ ਇਕੱਠ ਕੀਤਾ ਗਿਆ। ਸੰਸਥਾ ਦੇ ਆਗੂਆਂ ਨੇ ਕਿਹਾ ਕਿ ਪੰਥਕ ਮਸਲਿਆਂ ਨੂੰ ਸਿਆਸਤ ਤੋਂ ਉੱਪਰ ਰੱਖ ਕੇ ਹੱਲ ਕਰਨ ਦੀ ਲੋੜ ਹੈ ਅਤੇ ਸਿੱਖ ਸੰਗਤ ਨੂੰ ਇੱਕਜੁੱਟ ਹੋਣਾ ਚਾਹੀਦਾ ਹੈ। ਉਨ੍ਹਾਂ ਕਿਹਾ ਕਿ ਪੰਜਾਬ ਦੇ ਨੌਜਵਾਨਾਂ ਨੂੰ ਨਸ਼ਿਆਂ ਤੋਂ ਦੂਰ ਰੱਖਣਾ ਅਤੇ ਸਿੱਖਿਆ ਨਾਲ ਜੋੜਨਾ ਸਮੇਂ ਦੀ ਵੱਡੀ ਲੋੜ ਹੈ। ਇਸ ਮੌਕੇ ਵੱਡੀ ਗਿਣਤੀ ਵਿੱਚ ਸੰਗਤ ਨੇ ਸ਼ਮੂਲੀਅਤ ਕੀਤੀ ਅਤੇ ਪ੍ਰਬੰਧਕਾਂ ਦਾ ਧੰਨਵਾਦ ਕੀਤਾ ਗਿਆ। ਆਗੂਆਂ ਨੇ ਕਿਹਾ ਕਿ ਸਮਾਜ ਭਲਾਈ ਦੇ ਕਾਰਜ ਲਗਾਤਾਰ ਜਾਰੀ ਰਹਿਣਗੇ ਅਤੇ ਹਰ ਲੋੜਵੰਦ ਦੀ ਮਦਦ ਕੀਤੀ ਜਾਵੇਗੀ। <box>375 297 752 368</box>
lost-item: ✦ ਆਮ ਜਨਤਾ ਨੂੰ ਸੂਚਿਤ ਕੀਤਾ ਜਾਂਦਾ ਹੈ ਕਿ ਮੇਰੀ ਰਜਿਸਟਰੀ ਨੰਬਰ 5782 ਮਿਤੀ 28-01-2014 ਕਿਤੇ ਗੁੰਮ ਹੋ ਗਈ ਹੈ। ਲੱਭਣ ਵਾਲੇ ਸੱਜਣ ਕਿਰਪਾ ਕਰਕੇ ਸੰਪਰਕ ਕਰਨ। ਮੋਬਾਇਲ ਨੰਬਰ 9463419781 ਅਤੇ 1326500250315 <box>5 741 366 775</box>
story-body: ਨੂੰ ਤਰਜੀਹ ਦੇ ਰਹੇ ਹਾਂ ਅਤੇ ਸਰਕਾਰ 450 ਕਿਲਾਮਾ ਨੂੰ ਵਿਕਾਸ ਕਿਹਾ ਜਾ ਰਿਹਾ ਹੈ। ਕਿਸਾਨਾਂ ਦੀ ਉਨ੍ਹਾਂ ਦੇ ਮਸਲਿਆਂ ਸਬੰਧੀ ਬਿਜਲੀ ਦਾ ਟਿਊਬਵੈੱਲ ਵੱਲੋਂ ਸਹਾਇਤਾ ਦਿੱਤੀ ਜਾਵੇਗੀ। ਮੁੱਖ ਮੰਤਰੀ ਨੇ ਕਿਹਾ ਕਿ ਸੂਬੇ ਦੇ ਕਿਸਾਨਾਂ ਨੂੰ ਨਵੀਂ ਤਕਨੀਕ ਨਾਲ ਜੋੜਨ ਲਈ ਸਰਕਾਰ ਵਚਨਬੱਧ ਹੈ ਅਤੇ ਆਉਣ ਵਾਲੇ ਸਮੇਂ ਵਿੱਚ ਹੋਰ ਯੋਜਨਾਵਾਂ ਸ਼ੁਰੂ ਕੀਤੀਆਂ ਜਾਣਗੀਆਂ। <box>375 568 752 604</box>
classifieds-column <box>5 72 366 2373</box>
story-headline[interactable]: ਪੰਜਾਬ ਪੁਲਿਸ ਨੂੰ ਮਾਨਸਿਕਤਾ ... <box>1135 302 1341 322</box>
story-headline[interactable]: ਪੂਲਾਂ ਨੂੰ ਚੌੜਾ ਕਰਨ ਦੇ ... <box>862 184 1024 205</box>
story-headline[interactable]: ਸ੍ਰੀ ਅਕਾਲ ਤਖ਼ਤ ਸਾਹਿਬ ਦੇ ਜਥੇਦਾਰ ... <box>811 437 1075 457</box>
imprint-footer: Editor, Printer and Publisher Rishabdeep Singh, Printed at: Impression Printing & Packaging (Ltd.) Plot No. 22 Phase-2 industrial Area Panchkula (Haryana) 134109 & Published From 3223, First Floor, Sector-35D, Chandigarh <box>0 2392 1512 2412</box>
story-body: ਗਈ। ਪਿਛਲੇ ਸਾਲ ਪੰਜਾਬ ਪੁਲਿਸ ਨੇ ਕਈ ਮਾਮਲਿਆਂ ਵਿੱਚ ਕਾਰਵਾਈ ਕੀਤੀ ਪਰ ਲੋਕਾਂ ਦਾ ਭਰੋਸਾ ਜਿੱਤਣ ਲਈ ਪੁਲਿਸ ਦੀ ਮਾਨਸਿਕਤਾ ਵਿੱਚ ਤਬਦੀਲੀ ਦੀ ਲੋੜ ਹੈ। ਮਾਹਿਰਾਂ ਦਾ ਕਹਿਣਾ ਹੈ ਕਿ ਪੁਲਿਸ ਨੂੰ ਜਨਤਾ ਪ੍ਰਤੀ ਜਵਾਬਦੇਹ ਬਣਾਉਣ ਲਈ ਸੁਧਾਰ ਜ਼ਰੂਰੀ ਹਨ। <box>1135 325 1506 361</box>
story-headline[interactable]: ਪੰਜਾਬ ਵਿਧਾਨਸਭਾ ... <box>492 938 634 959</box>
story-body: ਸਰਕਾਰ ਦੇ ਪਿਛਲੀ ਸਰਕਾਰ ਵੱਲੋਂ ਕੀਤੇ ਵਾਅਦਿਆਂ ਬਾਰੇ ਸਦਨ ਵਿੱਚ ਚਰਚਾ ਹੋਈ। ਵਿਰੋਧੀ ਧਿਰ ਦੇ ਆਗੂਆਂ ਨੇ ਸਰਕਾਰ 'ਤੇ ਸਵਾਲ ਉਠਾਏ ਅਤੇ ਕਿਹਾ ਕਿ ਸੂਬੇ ਦੀ ਆਰਥਿਕ ਹਾਲਤ ਚਿੰਤਾਜਨਕ ਹੈ। ਸਪੀਕਰ ਨੇ ਦੋਵਾਂ ਧਿਰਾਂ ਨੂੰ ਸ਼ਾਂਤੀ ਬਣਾਈ ਰੱਖਣ ਦੀ ਅਪੀਲ ਕੀਤੀ ਅਤੇ ਸਦਨ ਦੀ ਕਾਰਵਾਈ ਅੱਗੇ ਚਲਾਈ। <box>375 962 752 998</box>
story-body: ਮੀਆਦੀ (24 ਸਾਲਾਂ ਦੇ) ਕਰਜ਼ੇ ਦਾ ਆਖ਼ਰੀ ਸਮਾਂ ਦੇ ਦੀ ਗਰਜ਼, ਸਹਿਕਾਰਤਾ ਨੇ ਇਸ ਬਾਰੇ ਬੈਂਕਾਂ ਤੋਂ ਜਾਣਕਾਰੀ ਮੰਗੀ ਹੈ। ਕਿਸਾਨ ਆਗੂਆਂ ਨੇ ਕਿਹਾ ਕਿ ਸਹਿਕਾਰੀ ਬੈਂਕਾਂ ਵੱਲੋਂ ਕਰਜ਼ਾ ਨਾ ਮਿਲਣ ਕਾਰਨ ਖੇਤੀ ਦਾ ਕੰਮ ਪ੍ਰਭਾਵਿਤ ਹੋ ਰਿਹਾ ਹੈ ਅਤੇ ਕਿਸਾਨ ਸ਼ਾਹੂਕਾਰਾਂ ਤੋਂ ਮਹਿੰਗੇ ਵਿਆਜ 'ਤੇ ਕਰਜ਼ਾ ਲੈਣ ਲਈ ਮਜਬੂਰ ਹਨ। <box>758 647 1128 682</box>
notice-item: ✦ ਅਸੀਂ ਪ੍ਰਸ਼ਾਨ ਕੁਮਾਰ ਆਧਾਰ ਕਾਰਡ ਨੰਬਰ 3343 5745 3898 ਅਤੇ ਆਧਾਰ ਕਾਰਡ ਨੰਬਰ 3238 3174 7910 ਐਲਾਨ ਕਰਦੇ ਹਾਂ ਕਿ ਸਾਡਾ ਪੁੱਤਰ ਸਾਡੇ ਕਹਿਣੇ ਤੋਂ ਬਾਹਰ ਹੈ। <box>5 481 366 504</box>
story-body: ਭਗਤ ਸਿੰਘ ਦੇ ਨਿਰਦੇਸ਼ਾਂ 'ਤੇ ਜੇਲ੍ਹ ਪ੍ਰਸ਼ਾਸਨ ਵੱਲੋਂ ਕੈਦੀਆਂ ਦੀ ਸਹੂਲਤ ਲਈ ਨਵੇਂ ਪ੍ਰਬੰਧ ਕੀਤੇ ਗਏ ਹਨ। ਜੇਲ੍ਹ ਸੁਪਰਡੈਂਟ ਨੇ ਦੱਸਿਆ ਕਿ ਕੈਦੀਆਂ ਨੂੰ ਸਾਫ਼ ਪਾਣੀ, ਸਿਹਤ ਸਹੂਲਤਾਂ ਅਤੇ ਸਿੱਖਿਆ ਦੇ ਮੌਕੇ ਮੁਹੱਈਆ ਕਰਵਾਏ ਜਾ ਰਹੇ ਹਨ। ਉਨ੍ਹਾਂ ਕਿਹਾ ਕਿ ਜੇਲ੍ਹ ਅੰਦਰ ਸੁਰੱਖਿਆ ਪ੍ਰਬੰਧ ਹੋਰ ਮਜ਼ਬੂਤ ਕੀਤੇ ਗਏ ਹਨ ਅਤੇ ਸੀਸੀਟੀਵੀ ਕੈਮਰਿਆਂ ਰਾਹੀਂ ਨਿਗਰਾਨੀ ਰੱਖੀ ਜਾ ਰਹੀ ਹੈ। <box>375 398 752 445</box>
notice-item: ✦ ਮੈਂ ਜਸਵੰਤ ਸਿੰਘ ਪੁੱਤਰ ਵਾਸੀ ਪਿੰਡ ਐਲਾਨ ਕਰਦਾ ਹਾਂ ਕਿ ਮੇਰਾ ਪੁੱਤਰ ਮੇਰੇ ਕਹਿਣੇ ਤੋਂ ਬਾਹਰ ਹੈ। <box>5 616 307 626</box>
story-body: ਕਰਨ ਵਾਲੇ ਇਸ ਜਨਰਲ ਨੇ ਖ਼ਾਲਸਾ ਰਾਜ ਦੀ ਨੀਂਹ ਰੱਖੀ ਅਤੇ ਸਿੱਖ ਕੌਮ ਦੇ ਮਾਣ ਨੂੰ ਉੱਚਾ ਕੀਤਾ। ਇਤਿਹਾਸਕਾਰਾਂ ਅਨੁਸਾਰ ਉਨ੍ਹਾਂ ਦੀ ਬਹਾਦਰੀ ਅਤੇ ਰਣਨੀਤੀ ਨੇ ਕਈ ਜੰਗਾਂ ਵਿੱਚ ਜਿੱਤ ਦਿਵਾਈ। ਅੱਜ ਵੀ ਉਨ੍ਹਾਂ ਦਾ ਨਾਮ ਸਤਿਕਾਰ ਨਾਲ ਲਿਆ ਜਾਂਦਾ ਹੈ ਅਤੇ ਨਵੀਂ ਪੀੜ੍ਹੀ ਨੂੰ ਉਨ੍ਹਾਂ ਦੇ ਇਤਿਹਾਸ ਤੋਂ ਪ੍ਰੇਰਨਾ ਲੈਣੀ ਚਾਹੀਦੀ ਹੈ। <box>375 857 752 891</box>
story-body: ਇਸ ਸਮੁੱਚੇ ਮਾਮਲੇ ਉੱਪਰ ਪੰਥਕ ਜਥੇਬੰਦੀਆਂ ਨੇ ਚਿੰਤਾ ਪ੍ਰਗਟਾਈ ਹੈ। ਸਿੱਖ ਸੰਸਥਾਵਾਂ ਦੀ ਮਰਿਆਦਾ ਨੂੰ ਕਾਇਮ ਰੱਖਣ ਲਈ ਸਾਰੀਆਂ ਧਿਰਾਂ ਨੂੰ ਮਿਲ ਕੇ ਕੰਮ ਕਰਨ ਦੀ ਲੋੜ ਹੈ। ਸੰਗਤ ਨੇ ਮੰਗ ਕੀਤੀ ਕਿ ਜਥੇਦਾਰ ਦੀ ਨਿਯੁਕਤੀ ਪੰਥਕ ਰਵਾਇਤਾਂ ਅਨੁਸਾਰ ਹੋਣੀ ਚਾਹੀਦੀ ਹੈ ਅਤੇ ਕਿਸੇ ਵੀ ਸਿਆਸੀ ਦਬਾਅ ਤੋਂ ਮੁਕਤ ਹੋਣੀ ਚਾਹੀਦੀ ਹੈ। <box>758 500 1128 536</box>
story-body: ਸਰਕਾਰ ਚਲਾ ਰਹੇ ਹਨ ਅਤੇ ਇਹ ਚਰਚਾ ਪੰਜਾਬ ਦੀ ਸਿਆਸਤ ਵਿੱਚ ਜ਼ੋਰਾਂ 'ਤੇ ਹੈ। ਵਿਰੋਧੀ ਧਿਰਾਂ ਨੇ ਦੋਸ਼ ਲਾਇਆ ਕਿ ਦਿੱਲੀ ਦੇ ਆਗੂ ਪੰਜਾਬ ਦੇ ਫ਼ੈਸਲੇ ਕਰ ਰਹੇ ਹਨ ਅਤੇ ਸੂਬੇ ਦੀ ਖੁਦਮੁਖਤਿਆਰੀ ਨੂੰ ਢਾਹ ਲਾਈ ਜਾ ਰਹੀ ਹੈ। ਉਨ੍ਹਾਂ ਕਿਹਾ ਕਿ ਪੰਜਾਬ ਦੇ ਲੋਕ ਇਸ ਦਾ ਜਵਾਬ ਚੋਣਾਂ ਵਿੱਚ ਦੇਣਗੇ। <box>1135 73 1506 108</box>
continued-banner: ਸਫ਼ਾ 1 ਦੀ ਬਾਕੀ ... <box>375 72 752 114</box>
story-body: ਤੋਂ ਸਾਰੂਕ ਕਰਦੇ ਹਨ ਕਿ ਆਪਸੀ ਮਤਭੇਦ ਭੁਲਾ ਕੇ ਪੰਥ ਦੀ ਚੜ੍ਹਦੀ ਕਲਾ ਲਈ ਕੰਮ ਕਰਨਾ ਚਾਹੀਦਾ ਹੈ। ਜੇਕਰ ਧਿਰਾਂ ਆਪਸ ਵਿੱਚ ਉਲਝੀਆਂ ਰਹਿਣਗੀਆਂ ਤਾਂ ਇਸ ਦਾ ਨੁਕਸਾਨ ਪੂਰੀ ਕੌਮ ਨੂੰ ਹੋਵੇਗਾ। <box>1135 460 1506 483</box>
story-body: ਸਰਕਾਰ ਚਲਾ ਰਹੇ ਹਨ ਅਤੇ ਇਹ ਚਰਚਾ ਪੰਜਾਬ ਦੀ ਸਿਆਸਤ ਵਿੱਚ ਜ਼ੋਰਾਂ 'ਤੇ ਹੈ। ਵਿਰੋਧੀ ਧਿਰਾਂ ਨੇ ਦੋਸ਼ ਲਾਇਆ ਕਿ ਦਿੱਲੀ ਦੇ ਆਗੂ ਪੰਜਾਬ ਦੇ ਫ਼ੈਸਲੇ ਕਰ ਰਹੇ ਹਨ ਅਤੇ ਸੂਬੇ ਦੀ ਖੁਦਮੁਖਤਿਆਰੀ ਨੂੰ ਢਾਹ ਲਾਈ ਜਾ ਰਹੀ ਹੈ। ਉਨ੍ਹਾਂ ਕਿਹਾ ਕਿ ਪੰਜਾਬ ਦੇ ਲੋਕ ਇਸ ਦਾ ਜਵਾਬ ਚੋਣਾਂ ਵਿੱਚ ਦੇਣਗੇ। <box>1135 179 1506 214</box>
notice-item: ✦ ਮੈਂ ਅਮਰੀਕ ਸਿੰਘ ਪੁੱਤਰ ਵਾਸੀ ਪਿੰਡ ਜ਼ਿਲ੍ਹਾ ਸੰਗਰੂਰ ਐਲਾਨ ਕਰਦਾ ਹਾਂ ਕਿ ਮੇਰਾ ਪੁੱਤਰ ਮੇਰੇ ਕਹਿਣੇ ਤੋਂ ਬਾਹਰ ਹੈ। <box>5 583 363 593</box>
open-letter-story <box>1135 774 1506 1042</box>
story-body: ਜਗਰਾਉਂ (ਲੁਧਿਆਣਾ): 9 ਸਾਲ ਦੇ ਸ਼ੁਭਮ ਕੁਮਾਰ ਨੂੰ ਪਿੰਡ ਦੇ ਬਾਹਰ ਅਵਾਰਾ ਕੁੱਤਿਆਂ ਨੇ ਘੇਰ ਕੇ ਹਮਲਾ ਕਰ ਦਿੱਤਾ। ਮਜ਼ਦੂਰ ਪਰਿਵਾਰ ਦਾ ਬੱਚਾ ਖੇਤਾਂ ਵੱਲ ਗਿਆ ਸੀ ਜਦੋਂ ਕੁੱਤਿਆਂ ਨੇ ਉਸ 'ਤੇ ਹਮਲਾ ਕੀਤਾ। ਪਿੰਡ ਵਾਸੀਆਂ ਨੇ ਬੱਚੇ ਨੂੰ ਹਸਪਤਾਲ ਪਹੁੰਚਾਇਆ ਪਰ ਉਸ ਦੀ ਮੌਤ ਹੋ ਗਈ। ਲੋਕਾਂ ਨੇ ਪ੍ਰਸ਼ਾਸਨ ਤੋਂ ਅਵਾਰਾ ਕੁੱਤਿਆਂ ਦੀ ਸਮੱਸਿਆ ਦੇ ਹੱਲ ਦੀ ਮੰਗ ਕੀਤੀ। <box>1140 566 1258 676</box>
story-body: ਮੀਆਦੀ (24 ਸਾਲਾਂ ਦੇ) ਕਰਜ਼ੇ ਦਾ ਆਖ਼ਰੀ ਸਮਾਂ ਦੇ ਦੀ ਗਰਜ਼, ਸਹਿਕਾਰਤਾ ਨੇ ਇਸ ਬਾਰੇ ਬੈਂਕਾਂ ਤੋਂ ਜਾਣਕਾਰੀ ਮੰਗੀ ਹੈ। ਕਿਸਾਨ ਆਗੂਆਂ ਨੇ ਕਿਹਾ ਕਿ ਸਹਿਕਾਰੀ ਬੈਂਕਾਂ ਵੱਲੋਂ ਕਰਜ਼ਾ ਨਾ ਮਿਲਣ ਕਾਰਨ ਖੇਤੀ ਦਾ ਕੰਮ ਪ੍ਰਭਾਵਿਤ ਹੋ ਰਿਹਾ ਹੈ ਅਤੇ ਕਿਸਾਨ ਸ਼ਾਹੂਕਾਰਾਂ ਤੋਂ ਮਹਿੰਗੇ ਵਿਆਜ 'ਤੇ ਕਰਜ਼ਾ ਲੈਣ ਲਈ ਮਜਬੂਰ ਹਨ। <box>758 607 1128 641</box>
story-headline[interactable]: ਸਿਸੋਦੀਆ ਦਾ ਸਵਾਗਤ ਸੁਪਰ ਸੀਐਮ ... <box>1135 114 1392 135</box>
story-headline[interactable]: ਸੰਸਦ ਮੈਂਬਰਾਂ ਦੀ ਤਨਖਾਹ ... <box>852 331 1035 351</box>
story-body: ਕਰਨ ਵਾਲੇ ਇਸ ਜਨਰਲ ਨੇ ਖ਼ਾਲਸਾ ਰਾਜ ਦੀ ਨੀਂਹ ਰੱਖੀ ਅਤੇ ਸਿੱਖ ਕੌਮ ਦੇ ਮਾਣ ਨੂੰ ਉੱਚਾ ਕੀਤਾ। ਇਤਿਹਾਸਕਾਰਾਂ ਅਨੁਸਾਰ ਉਨ੍ਹਾਂ ਦੀ ਬਹਾਦਰੀ ਅਤੇ ਰਣਨੀਤੀ ਨੇ ਕਈ ਜੰਗਾਂ ਵਿੱਚ ਜਿੱਤ ਦਿਵਾਈ। ਅੱਜ ਵੀ ਉਨ੍ਹਾਂ ਦਾ ਨਾਮ ਸਤਿਕਾਰ ਨਾਲ ਲਿਆ ਜਾਂਦਾ ਹੈ ਅਤੇ ਨਵੀਂ ਪੀੜ੍ਹੀ ਨੂੰ ਉਨ੍ਹਾਂ ਦੇ ਇਤਿਹਾਸ ਤੋਂ ਪ੍ਰੇਰਨਾ ਲੈਣੀ ਚਾਹੀਦੀ ਹੈ। <box>375 816 752 851</box>
section-title-lost: ਗੁੰਮਸ਼ੁਦਗੀ <box>5 720 366 738</box>
story-body: ਕਰਨ ਵਾਲੇ ਇਸ ਜਨਰਲ ਨੇ ਖ਼ਾਲਸਾ ਰਾਜ ਦੀ ਨੀਂਹ ਰੱਖੀ ਅਤੇ ਸਿੱਖ ਕੌਮ ਦੇ ਮਾਣ ਨੂੰ ਉੱਚਾ ਕੀਤਾ। ਇਤਿਹਾਸਕਾਰਾਂ ਅਨੁਸਾਰ ਉਨ੍ਹਾਂ ਦੀ ਬਹਾਦਰੀ ਅਤੇ ਰਣਨੀਤੀ ਨੇ ਕਈ ਜੰਗਾਂ ਵਿੱਚ ਜਿੱਤ ਦਿਵਾਈ। ਅੱਜ ਵੀ ਉਨ੍ਹਾਂ ਦਾ ਨਾਮ ਸਤਿਕਾਰ ਨਾਲ ਲਿਆ ਜਾਂਦਾ ਹੈ ਅਤੇ ਨਵੀਂ ਪੀੜ੍ਹੀ ਨੂੰ ਉਨ੍ਹਾਂ ਦੇ ਇਤਿਹਾਸ ਤੋਂ ਪ੍ਰੇਰਨਾ ਲੈਣੀ ਚਾਹੀਦੀ ਹੈ। <box>375 898 752 932</box>
story-body: ਨਵੰਬਰ 1920 ਦੇ ਇਤਿਹਾਸ ਵਿੱਚ ਸ਼੍ਰੋਮਣੀ ਕਮੇਟੀ ਦਾ ਗਠਨ ਹੋਇਆ ਅਤੇ ਗੁਰਦੁਆਰਿਆਂ ਦੇ ਪ੍ਰਬੰਧ ਨੂੰ ਪੰਥਕ ਹੱਥਾਂ ਵਿੱਚ ਲਿਆਂਦਾ ਗਿਆ। ਅੱਜ ਕਮੇਟੀ ਦੇ ਮੈਂਬਰਾਂ ਨੂੰ ਬੇਨਤੀ ਹੈ ਕਿ ਸੰਸਥਾ ਦੀ ਆਜ਼ਾਦ ਹਸਤੀ ਨੂੰ ਕਾਇਮ ਰੱਖਿਆ ਜਾਵੇ। ਸਾਲ 2024 ਵਿੱਚ ਜੋ ਹਾਲਾਤ ਬਣੇ ਉਨ੍ਹਾਂ ਨੇ ਸੰਗਤ ਨੂੰ ਚਿੰਤਾ ਵਿੱਚ ਪਾਇਆ। ਸ੍ਰੀ ਅਕਾਲ ਤਖ਼ਤ ਸਾਹਿਬ ਦੀ ਮਰਿਆਦਾ ਸਭ ਤੋਂ ਉੱਪਰ ਹੈ ਅਤੇ ਹਰ ਸਿੱਖ ਨੂੰ ਇਸ ਦਾ ਸਤਿਕਾਰ ਕਰਨਾ ਚਾਹੀਦਾ ਹੈ। ਇਤਿਹਾਸ ਗਵਾਹ ਹੈ ਕਿ ਜਦੋਂ ਵੀ ਪੰਥ ਉੱਤੇ ਸੰਕਟ ਆਇਆ ਤਾਂ ਸੰਗਤ ਨੇ ਇੱਕਜੁੱਟ ਹੋ ਕੇ ਉਸ ਦਾ ਸਾਹਮਣਾ ਕੀਤਾ। ਆਸ ਹੈ ਕਿ ਮੈਂਬਰ ਸਾਹਿਬਾਨ ਪੰਥਕ ਹਿੱਤਾਂ ਨੂੰ ਪਹਿਲ ਦੇਣਗੇ। <box>1135 866 1423 949</box>
story-headline[interactable]: 9 ਸਾਲਾਂ ਦੇ ਮਾਸੂਮ ਨੂੰ ਅਵਾਰਾ ਕੁੱਤਿਆਂ ਨੇ ਕੋਹ ਕੋਹ ਕੇ ਮਾਰਿਆ <box>1135 491 1506 551</box>
notice-item: ✦ ਮੈਂ ਆਧਾਰ ਕਾਰਡ ਨੰਬਰ 7012 7854 8843 ਐਲਾਨ ਕਰਦਾ ਹਾਂ ਕਿ ਮੇਰਾ ਪੁੱਤਰ ਮੇਰੇ ਕਹਿਣੇ ਤੋਂ ਬਾਹਰ ਹੈ। ਇਸ ਨਾਲ ਲੈਣ ਦੇਣ ਕਰਨ ਵਾਲਾ ਖੁਦ ਜ਼ਿੰਮੇਵਾਰ ਹੋਵੇਗਾ। <box>5 555 366 577</box>
notice-item: ✦ ਮੈਂ ਰਾਜ ਕੁਮਾਰ ਪੁੱਤਰ ਹਰਜਿੰਦ ਪਾਲ ਵਾਸੀ ਪਿੰਡ ਬੋਹਾ ਤਹਿ: ਅਜਨਾਲਾ ਜ਼ਿਲ੍ਹਾ ਅੰਮ੍ਰਿਤਸਰ ਐਲਾਨ ਕਰਦਾ ਹਾਂ ਕਿ ਮੇਰੀ ਪੁੱਤਰੀ ਪ੍ਰੀਤੀ ਕਰਕੇ ਜੋ ਕਿ ਮੇਰੇ ਕਹਿਣੇ ਤੋਂ ਬਾਹਰ ਹੈ। ਮੈਂ ਇਸ ਨੂੰ ਆਪਣੀ ਚੱਲ-ਅਚੱਲ ਜਾਇਦਾਦ ਤੋਂ ਬੇਦਖਲ ਕਰਦਾ ਹਾਂ। ਜੇ ਕੋਈ ਇਸ ਨਾਲ ਲੈਣ ਦੇਣ ਕਰਨ ਵਾਲਾ ਖੁਦ ਜ਼ਿੰਮੇਵਾਰ ਹੋਵੇਗਾ। ਮੇਰਾ ਜਾਂ ਮੇਰੇ ਪਰਿਵਾਰ ਦਾ ਕੋਈ ਵੀ ਸਬੰਧ ਨਾਲ ਨਹੀਂ ਹੋਵੇਗਾ। <box>5 98 366 144</box>
story-headline[interactable]: ਪੰਜਾਬ ਸਰਕਾਰ ਨੇ 450 ਰੁਪ ... <box>459 504 667 525</box>
lost-item: ✦ ਮੇਰਾ ਰਜਿਸਟਰੀ ਨੰਬਰ 1055 ਮਿਤੀ 23/05/2012 ਅਤੇ 12877 ਮਿਤੀ 19/07/2017 ਅਤੇ 2485 ਮਿਤੀ 11/02/2025 ਗੁੰਮ ਹੋ ਗਏ ਹਨ। ਪਤਾ: 58/1990/2025 ਮਿਤੀ 24/03/2025 ਤਹਿਸੀਲ ਫਿਰੋਜ਼ਪੁਰ। <box>5 782 366 804</box>
logo-text-1: ਹੱਕ ਸੱਚ <box>5 6 110 49</box>
story-body: ਰਹੀ ਹੈ। ਇਹ ਐਲਾਨ ਬਠਿੰਡਾ ਵਿਖੇ ਕਿਸਾਨ ਜਥੇਬੰਦੀਆਂ ਦੀ ਮੀਟਿੰਗ ਦੌਰਾਨ ਕੀਤਾ ਗਿਆ। ਕਿਸਾਨ ਆਗੂਆਂ ਨੇ ਕਿਹਾ ਕਿ ਜਗਜੀਤ ਸਿੰਘ ਡੱਲੇਵਾਲ ਦੀ ਗ੍ਰਿਫ਼ਤਾਰੀ ਲੋਕਤੰਤਰ 'ਤੇ ਹਮਲਾ ਹੈ ਅਤੇ ਸਰਕਾਰ ਨੂੰ ਤੁਰੰਤ ਉਨ੍ਹਾਂ ਨੂੰ ਰਿਹਾਅ ਕਰਨਾ ਚਾਹੀਦਾ ਹੈ। ਉਨ੍ਹਾਂ ਐਲਾਨ ਕੀਤਾ ਕਿ ਜੇਕਰ ਮੰਗਾਂ ਨਾ ਮੰਨੀਆਂ ਗਈਆਂ ਤਾਂ ਸੰਘਰਸ਼ ਤੇਜ਼ ਕੀਤਾ ਜਾਵੇਗਾ ਅਤੇ ਪੰਜਾਬ ਭਰ ਵਿੱਚ ਧਰਨੇ ਦਿੱਤੇ ਜਾਣਗੇ। <box>375 686 752 733</box>
story-body: ਕਰਨ ਲਈ ਤਿਆਰ ਹੈ। ਪਾਰਟੀ ਹਾਈਕਮਾਨ ਨੇ ਸੂਬਾ ਇਕਾਈ ਦੇ ਆਗੂਆਂ ਨਾਲ ਮੀਟਿੰਗ ਕਰਕੇ ਆਉਣ ਵਾਲੀਆਂ ਚੋਣਾਂ ਦੀ ਰਣਨੀਤੀ 'ਤੇ ਵਿਚਾਰ ਚਰਚਾ ਕੀਤੀ। ਇੰਚਾਰਜ ਨੇ ਕਿਹਾ ਕਿ ਪਾਰਟੀ ਵਰਕਰਾਂ ਨੂੰ ਜ਼ਮੀਨੀ ਪੱਧਰ 'ਤੇ ਮਜ਼ਬੂਤ ਕਰਨ ਲਈ ਨਵੀਂ ਮੁਹਿੰਮ ਸ਼ੁਰੂ ਕੀਤੀ ਜਾਵੇਗੀ। <box>758 859 1128 894</box>
story-body: ਕਰਨ ਲਈ ਤਿਆਰ ਹੈ। ਪਾਰਟੀ ਹਾਈਕਮਾਨ ਨੇ ਸੂਬਾ ਇਕਾਈ ਦੇ ਆਗੂਆਂ ਨਾਲ ਮੀਟਿੰਗ ਕਰਕੇ ਆਉਣ ਵਾਲੀਆਂ ਚੋਣਾਂ ਦੀ ਰਣਨੀਤੀ 'ਤੇ ਵਿਚਾਰ ਚਰਚਾ ਕੀਤੀ। ਇੰਚਾਰਜ ਨੇ ਕਿਹਾ ਕਿ ਪਾਰਟੀ ਵਰਕਰਾਂ ਨੂੰ ਜ਼ਮੀਨੀ ਪੱਧਰ 'ਤੇ ਮਜ਼ਬੂਤ ਕਰਨ ਲਈ ਨਵੀਂ ਮੁਹਿੰਮ ਸ਼ੁਰੂ ਕੀਤੀ ਜਾਵੇਗੀ। <box>758 899 1128 935</box>
story-body: ਹਨ। ਉਥੇ ਵੀ ਪੁਲ ਚੌੜੇ ਕਰਨ ਲਈ 50-60 ਸਾਲ ਪੁਰਾਣੇ ਬਣੇ ਹੋਏ ਹਨ। ਉਨ੍ਹਾਂ ਨੇ ਕਿਹਾ ਕਿ ਆਵਾਜਾਈ ਵਧਣ ਕਾਰਨ ਤੰਗ ਪੁਲਾਂ 'ਤੇ ਹਾਦਸੇ ਵਾਪਰ ਰਹੇ ਹਨ। ਲੋਕ ਨਿਰਮਾਣ ਵਿਭਾਗ ਨੇ ਭਰੋਸਾ ਦਿੱਤਾ ਕਿ ਜਲਦੀ ਹੀ ਇਨ੍ਹਾਂ ਪੁਲਾਂ ਦਾ ਸਰਵੇਖਣ ਕਰਵਾ ਕੇ ਕੰਮ ਸ਼ੁਰੂ ਕੀਤਾ ਜਾਵੇਗਾ। <box>758 248 1128 284</box>
story-body: ਤੋਂ ਸਾਹਿਬਜ਼ਾਦਾ ਜ਼ੋਰਾਵਰ ਸਿੰਘ ਜੀ ਅਤੇ ਬਾਬਾ ਫ਼ਤਿਹ ਸਿੰਘ ਜੀ ਦੇ ਪਵਿੱਤਰ ਅਸਥਾਨ 'ਤੇ ਮਨੁੱਖਤਾ ਦੇ ਭਲੇ ਲਈ ਇਕੱਠ ਕੀਤਾ ਗਿਆ। ਸੰਸਥਾ ਦੇ ਆਗੂਆਂ ਨੇ ਕਿਹਾ ਕਿ ਪੰਥਕ ਮਸਲਿਆਂ ਨੂੰ ਸਿਆਸਤ ਤੋਂ ਉੱਪਰ ਰੱਖ ਕੇ ਹੱਲ ਕਰਨ ਦੀ ਲੋੜ ਹੈ ਅਤੇ ਸਿੱਖ ਸੰਗਤ ਨੂੰ ਇੱਕਜੁੱਟ ਹੋਣਾ ਚਾਹੀਦਾ ਹੈ। ਉਨ੍ਹਾਂ ਕਿਹਾ ਕਿ ਪੰਜਾਬ ਦੇ ਨੌਜਵਾਨਾਂ ਨੂੰ ਨਸ਼ਿਆਂ ਤੋਂ ਦੂਰ ਰੱਖਣਾ ਅਤੇ ਸਿੱਖਿਆ ਨਾਲ ਜੋੜਨਾ ਸਮੇਂ ਦੀ ਵੱਡੀ ਲੋੜ ਹੈ। ਇਸ ਮੌਕੇ ਵੱਡੀ ਗਿਣਤੀ ਵਿੱਚ ਸੰਗਤ ਨੇ ਸ਼ਮੂਲੀਅਤ ਕੀਤੀ ਅਤੇ ਪ੍ਰਬੰਧਕਾਂ ਦਾ ਧੰਨਵਾਦ ਕੀਤਾ ਗਿਆ। ਆਗੂਆਂ ਨੇ ਕਿਹਾ ਕਿ ਸਮਾਜ ਭਲਾਈ ਦੇ ਕਾਰਜ ਲਗਾਤਾਰ ਜਾਰੀ ਰਹਿਣਗੇ ਅਤੇ ਹਰ ਲੋੜਵੰਦ ਦੀ ਮਦਦ ਕੀਤੀ ਜਾਵੇਗੀ। <box>375 144 752 215</box>
notice-item: ✦ ਮੈਂ ਆਧਾਰ ਕਾਰਡ ਨੰਬਰ 9252 4060 8178 ਐਲਾਨ ਕਰਦੀ ਹਾਂ ਕਿ ਮੇਰਾ ਪੁੱਤਰ ਮੇਰੇ ਕਹਿਣੇ ਤੋਂ ਬਾਹਰ ਹੈ। <box>5 538 351 548</box>
notice-item: ✦ ਮੈਂ ਬਲਵੀਰ ਸਿੰਘ ਪੁੱਤਰ ਗੁਰਦੇਵ ਸਿੰਘ ਵਾਸੀ ਮਕਾਨ ਨੰਬਰ 237, ਪਿੰਡ ਜਲੰਧਰ ਐਲਾਨ ਕਰਦਾ ਹਾਂ ਕਿ ਮੇਰਾ ਪੁੱਤਰ ਮੇਰੇ ਕਹਿਣੇ ਤੋਂ ਬਾਹਰ ਹੈ। ਮੈਂ ਇਸ ਨੂੰ ਆਪਣੀ ਚੱਲ-ਅਚੱਲ ਜਾਇਦਾਦ ਤੋਂ ਬੇਦਖਲ ਕਰਦਾ ਹਾਂ। <box>5 271 366 293</box>
story-body: ਗਈ। ਪਿਛਲੇ ਸਾਲ ਪੰਜਾਬ ਪੁਲਿਸ ਨੇ ਕਈ ਮਾਮਲਿਆਂ ਵਿੱਚ ਕਾਰਵਾਈ ਕੀਤੀ ਪਰ ਲੋਕਾਂ ਦਾ ਭਰੋਸਾ ਜਿੱਤਣ ਲਈ ਪੁਲਿਸ ਦੀ ਮਾਨਸਿਕਤਾ ਵਿੱਚ ਤਬਦੀਲੀ ਦੀ ਲੋੜ ਹੈ। ਮਾਹਿਰਾਂ ਦਾ ਕਹਿਣਾ ਹੈ ਕਿ ਪੁਲਿਸ ਨੂੰ ਜਨਤਾ ਪ੍ਰਤੀ ਜਵਾਬਦੇਹ ਬਣਾਉਣ ਲਈ ਸੁਧਾਰ ਜ਼ਰੂਰੀ ਹਨ। <box>1135 366 1506 401</box>
notice-item: ✦ ਮੈਂ ਸੁਖਵਿੰਦਰ ਸਿੰਘ ਪੁੱਤਰ ਵਾਸੀ ਪਿੰਡ ਐਲਾਨ ਕਰਦਾ ਹਾਂ ਕਿ ਮੇਰਾ ਪੁੱਤਰ ਮੇਰੇ ਕਹਿਣੇ ਤੋਂ ਬਾਹਰ ਹੈ। <box>5 600 316 610</box>
dateline: ਮੋਗੀ, 24 ਮਾਰਚ (ਏਜੰਸੀ) <box>1140 555 1226 566</box>
letter-signature: ਪੰਥ ਦਾ ਸੇਵਾਦਾਰ - ਰਵੀ ਇੰਦਰ ਸਿੰਘ, ਸਾਬਕਾ ਸਪੀਕਰ ਪੰਜਾਬ ਵਿਧਾਨ ਸਭਾ <box>1250 1030 1506 1042</box>
story-body: ਕਰਨ ਲਈ ਤਿਆਰ ਹੈ। ਪਾਰਟੀ ਹਾਈਕਮਾਨ ਨੇ ਸੂਬਾ ਇਕਾਈ ਦੇ ਆਗੂਆਂ ਨਾਲ ਮੀਟਿੰਗ ਕਰਕੇ ਆਉਣ ਵਾਲੀਆਂ ਚੋਣਾਂ ਦੀ ਰਣਨੀਤੀ 'ਤੇ ਵਿਚਾਰ ਚਰਚਾ ਕੀਤੀ। ਇੰਚਾਰਜ ਨੇ ਕਿਹਾ ਕਿ ਪਾਰਟੀ ਵਰਕਰਾਂ ਨੂੰ ਜ਼ਮੀਨੀ ਪੱਧਰ 'ਤੇ ਮਜ਼ਬੂਤ ਕਰਨ ਲਈ ਨਵੀਂ ਮੁਹਿੰਮ ਸ਼ੁਰੂ ਕੀਤੀ ਜਾਵੇਗੀ। <box>758 818 1128 853</box>
story-body: ਹਨ। ਉਥੇ ਵੀ ਪੁਲ ਚੌੜੇ ਕਰਨ ਲਈ 50-60 ਸਾਲ ਪੁਰਾਣੇ ਬਣੇ ਹੋਏ ਹਨ। ਉਨ੍ਹਾਂ ਨੇ ਕਿਹਾ ਕਿ ਆਵਾਜਾਈ ਵਧਣ ਕਾਰਨ ਤੰਗ ਪੁਲਾਂ 'ਤੇ ਹਾਦਸੇ ਵਾਪਰ ਰਹੇ ਹਨ। ਲੋਕ ਨਿਰਮਾਣ ਵਿਭਾਗ ਨੇ ਭਰੋਸਾ ਦਿੱਤਾ ਕਿ ਜਲਦੀ ਹੀ ਇਨ੍ਹਾਂ ਪੁਲਾਂ ਦਾ ਸਰਵੇਖਣ ਕਰਵਾ ਕੇ ਕੰਮ ਸ਼ੁਰੂ ਕੀਤਾ ਜਾਵੇਗਾ। <box>758 289 1128 324</box>
